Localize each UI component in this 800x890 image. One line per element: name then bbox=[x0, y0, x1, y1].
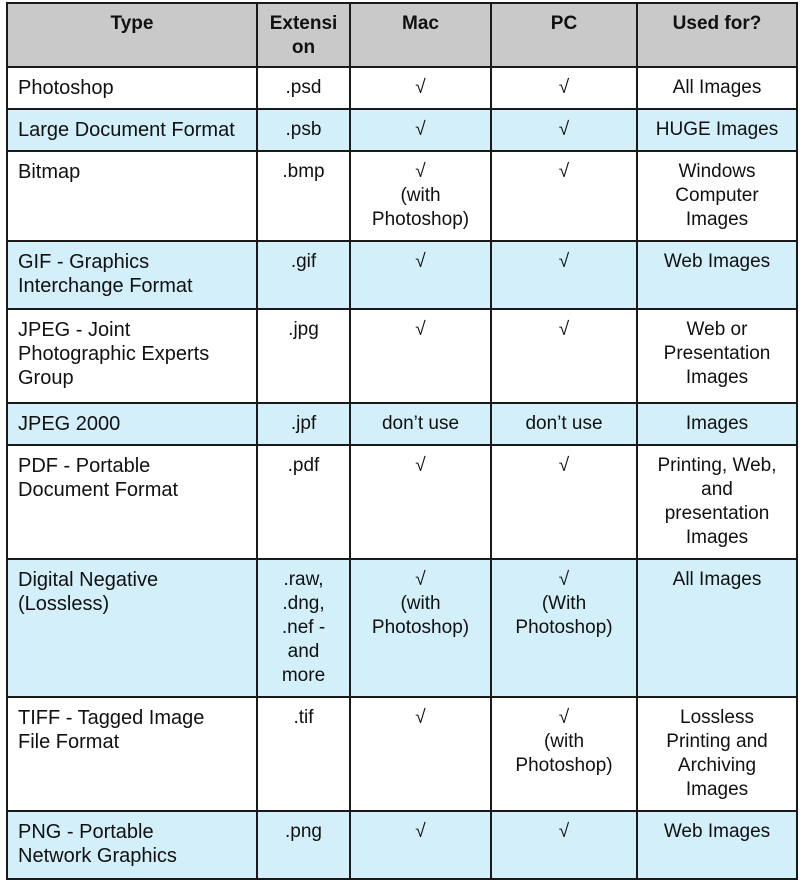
mac-cell: √ (with Photoshop) bbox=[350, 151, 491, 241]
type-cell: PDF - Portable Document Format bbox=[7, 445, 257, 559]
table-row bbox=[7, 403, 797, 445]
used-for-cell: Printing, Web, and presentation Images bbox=[637, 445, 797, 559]
pc-cell: √ (with Photoshop) bbox=[491, 697, 637, 811]
extension-cell: .png bbox=[257, 811, 350, 879]
header-type: Type bbox=[7, 3, 257, 67]
used-for-cell: HUGE Images bbox=[637, 109, 797, 151]
header-pc: PC bbox=[491, 3, 637, 67]
extension-cell: .pdf bbox=[257, 445, 350, 559]
pc-cell: √ bbox=[491, 109, 637, 151]
extension-cell: .jpf bbox=[257, 403, 350, 445]
pc-cell: don’t use bbox=[491, 403, 637, 445]
pc-cell: √ bbox=[491, 241, 637, 309]
extension-cell: .jpg bbox=[257, 309, 350, 403]
header-mac: Mac bbox=[350, 3, 491, 67]
used-for-cell: All Images bbox=[637, 559, 797, 697]
type-cell: JPEG - Joint Photographic Experts Group bbox=[7, 309, 257, 403]
table-row bbox=[7, 811, 797, 879]
extension-cell: .psb bbox=[257, 109, 350, 151]
used-for-cell: Images bbox=[637, 403, 797, 445]
used-for-cell: Windows Computer Images bbox=[637, 151, 797, 241]
header-used-for: Used for? bbox=[637, 3, 797, 67]
used-for-cell: Web Images bbox=[637, 241, 797, 309]
type-cell: Bitmap bbox=[7, 151, 257, 241]
table-row bbox=[7, 151, 797, 241]
table-row bbox=[7, 241, 797, 309]
table-row bbox=[7, 109, 797, 151]
table-row bbox=[7, 697, 797, 811]
mac-cell: √ bbox=[350, 109, 491, 151]
type-cell: TIFF - Tagged Image File Format bbox=[7, 697, 257, 811]
header-extension: Extensi on bbox=[257, 3, 350, 67]
pc-cell: √ bbox=[491, 445, 637, 559]
mac-cell: √ bbox=[350, 445, 491, 559]
pc-cell: √ bbox=[491, 811, 637, 879]
table-header-row bbox=[7, 3, 797, 67]
type-cell: Digital Negative (Lossless) bbox=[7, 559, 257, 697]
used-for-cell: Lossless Printing and Archiving Images bbox=[637, 697, 797, 811]
table-row bbox=[7, 445, 797, 559]
pc-cell: √ bbox=[491, 151, 637, 241]
mac-cell: √ bbox=[350, 811, 491, 879]
type-cell: Photoshop bbox=[7, 67, 257, 109]
mac-cell: √ bbox=[350, 67, 491, 109]
pc-cell: √ bbox=[491, 67, 637, 109]
mac-cell: √ bbox=[350, 241, 491, 309]
extension-cell: .tif bbox=[257, 697, 350, 811]
pc-cell: √ bbox=[491, 309, 637, 403]
mac-cell: √ (with Photoshop) bbox=[350, 559, 491, 697]
used-for-cell: Web Images bbox=[637, 811, 797, 879]
mac-cell: don’t use bbox=[350, 403, 491, 445]
used-for-cell: Web or Presentation Images bbox=[637, 309, 797, 403]
table-row bbox=[7, 559, 797, 697]
extension-cell: .gif bbox=[257, 241, 350, 309]
pc-cell: √ (With Photoshop) bbox=[491, 559, 637, 697]
type-cell: JPEG 2000 bbox=[7, 403, 257, 445]
extension-cell: .raw, .dng, .nef - and more bbox=[257, 559, 350, 697]
table-row bbox=[7, 67, 797, 109]
mac-cell: √ bbox=[350, 697, 491, 811]
table-row bbox=[7, 309, 797, 403]
image-formats-table bbox=[6, 2, 798, 880]
used-for-cell: All Images bbox=[637, 67, 797, 109]
extension-cell: .psd bbox=[257, 67, 350, 109]
extension-cell: .bmp bbox=[257, 151, 350, 241]
type-cell: GIF - Graphics Interchange Format bbox=[7, 241, 257, 309]
mac-cell: √ bbox=[350, 309, 491, 403]
type-cell: PNG - Portable Network Graphics bbox=[7, 811, 257, 879]
type-cell: Large Document Format bbox=[7, 109, 257, 151]
